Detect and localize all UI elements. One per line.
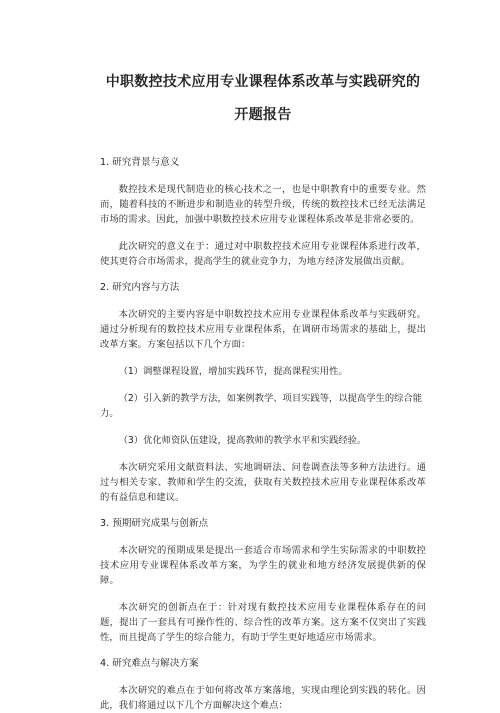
list-item: （1）调整课程设置，增加实践环节，提高课程实用性。 [118, 366, 348, 377]
paragraph: 本次研究的主要内容是中职数控技术应用专业课程体系改革与实践研究。通过分析现有的数控技术应用专业课程体系，在调研市场需求的基础上，提出改革方案。方案包括以下几个方面： [100, 309, 426, 350]
paragraph: 数控技术是现代制造业的核心技术之一，也是中职教育中的重要专业。然而，随着科技的不断进步和制造业的转型升级，传统的数控技术已经无法满足市场的需求。因此，加强中职数控技术应用专业课程体系改革是非常必要的。 [100, 184, 426, 225]
paragraph: 本次研究采用文献资料法、实地调研法、问卷调查法等多种方法进行。通过与相关专家、教师和学生的交流，获取有关数控技术应用专业课程体系改革的有益信息和建议。 [100, 462, 426, 503]
list-item: （2）引入新的教学方法，如案例教学、项目实践等，以提高学生的综合能力。 [100, 393, 423, 419]
paragraph: 本次研究的创新点在于：针对现有数控技术应用专业课程体系存在的问题，提出了一套具有可操作性的、综合性的改革方案。这方案不仅突出了实践性，而且提高了学生的综合能力，有助于学生更好地适应市场需求。 [100, 602, 426, 643]
paragraph: 本次研究的难点在于如何将改革方案落地，实现由理论到实践的转化。因此，我们将通过以下几个方面解决这个难点： [100, 685, 426, 711]
document-title: 中职数控技术应用专业课程体系改革与实践研究的开题报告 [105, 74, 421, 123]
list-item: （3）优化师资队伍建设，提高教师的教学水平和实践经验。 [118, 435, 367, 446]
section-heading-difficulties: 4. 研究难点与解决方案 [100, 658, 199, 669]
section-heading-outcomes: 3. 预期研究成果与创新点 [100, 518, 209, 529]
section-heading-background: 1. 研究背景与意义 [100, 157, 180, 168]
section-heading-content-method: 2. 研究内容与方法 [100, 282, 180, 293]
paragraph: 此次研究的意义在于：通过对中职数控技术应用专业课程体系进行改革，使其更符合市场需求，提高学生的就业竞争力，为地方经济发展做出贡献。 [100, 241, 426, 267]
paragraph: 本次研究的预期成果是提出一套适合市场需求和学生实际需求的中职数控技术应用专业课程体系改革方案，为学生的就业和地方经济发展提供新的保障。 [100, 545, 426, 586]
